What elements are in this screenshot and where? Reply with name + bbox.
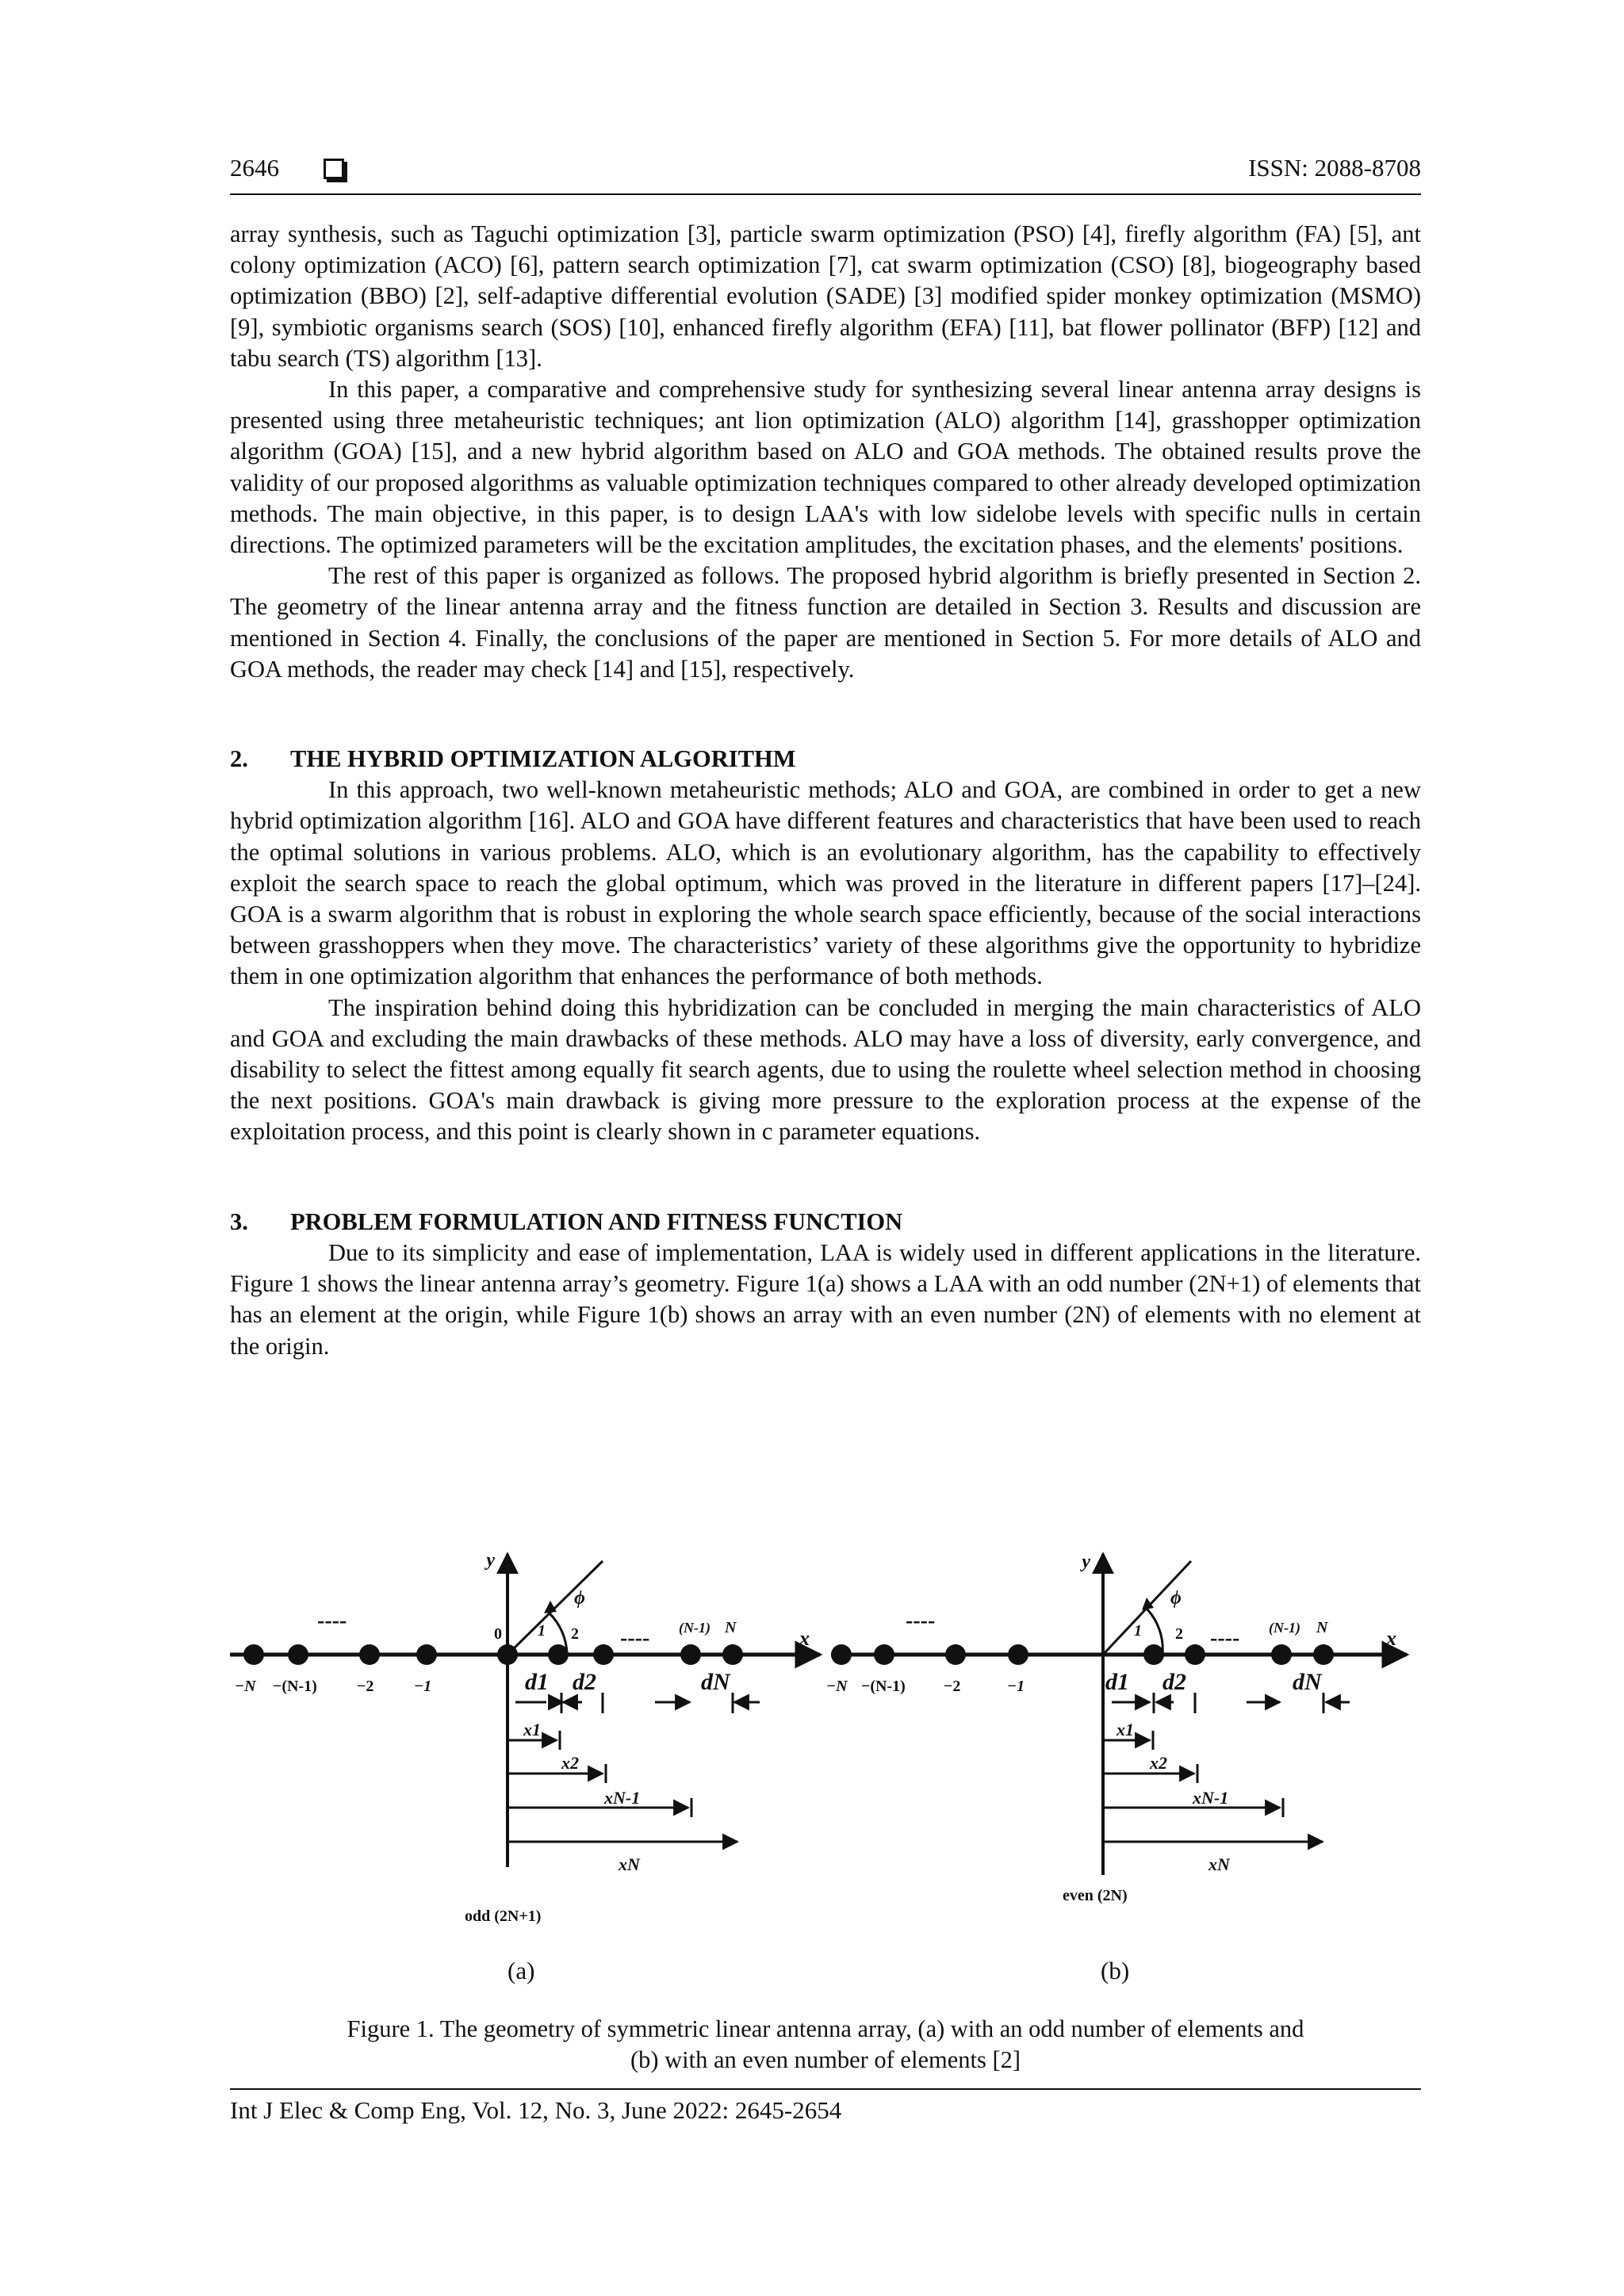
panel-b-element-label: 1 [1134, 1622, 1142, 1640]
caption-line-1: Figure 1. The geometry of symmetric linear antenna array, (a) with an odd number of elements and [347, 2015, 1304, 2042]
panel-b-dashes-left: ---- [906, 1609, 936, 1633]
section-2-heading [230, 744, 1421, 775]
panel-b-dashes-right: ---- [1210, 1626, 1240, 1651]
panel-b-position-label: xN-1 [1193, 1788, 1229, 1808]
page-footer: Int J Elec & Comp Eng, Vol. 12, No. 3, June 2022: 2645-2654 [230, 2096, 842, 2124]
panel-a-origin-label: 0 [494, 1625, 502, 1643]
section-2-number: 2. [230, 745, 248, 773]
section-3-number: 3. [230, 1207, 248, 1235]
panel-b-position-label: x1 [1116, 1720, 1134, 1739]
section-3-paragraph-1: Due to its simplicity and ease of implementation, LAA is widely used in different applications in the literature. Figure 1 shows the linear antenna array’s geometry. Figure 1(a) shows a LAA with an odd number (2N+1) of elements that has an element at the origin, while Figure 1(b) shows an array with an even number (2N) of elements with no element at the origin. [230, 1238, 1421, 1360]
panel-a-element [288, 1644, 308, 1665]
panel-a-element-label: 1 [538, 1622, 546, 1640]
panel-a-spacing-label: d2 [573, 1669, 596, 1695]
panel-b-spacing-label: dN [1293, 1669, 1322, 1695]
panel-a-dashes-right: ---- [620, 1626, 650, 1651]
panel-b-element-label: −1 [1007, 1678, 1025, 1695]
panel-b-element-label: −2 [944, 1678, 961, 1695]
paragraph-2: In this paper, a comparative and comprehensive study for synthesizing several linear antenna array designs is presented using three metaheuristic techniques; ant lion optimization (ALO) algorithm [14], grasshopper optimization algorithm (GOA) [15], and a new hybrid algorithm based on ALO and GOA methods. The obtained results prove the validity of our proposed algorithms as valuable optimization techniques compared to other already developed optimization methods. The main objective, in this paper, is to design LAA's with low sidelobe levels with specific nulls in certain directions. The optimized parameters will be the excitation amplitudes, the excitation phases, and the elements' positions. [230, 376, 1421, 559]
panel-b-element [831, 1644, 852, 1665]
panel-a-element-label: 2 [571, 1625, 579, 1643]
figure-1 [230, 1534, 1421, 1990]
panel-a-spacing-label: d1 [525, 1669, 549, 1695]
panel-b-element-label: 2 [1175, 1625, 1183, 1643]
panel-b-position-label: x2 [1150, 1753, 1167, 1773]
panel-a-position-label: xN-1 [604, 1788, 641, 1808]
panel-b-element-label: −(N-1) [861, 1678, 906, 1695]
panel-a-x-label: x [799, 1627, 810, 1650]
issn-label: ISSN: 2088-8708 [1248, 154, 1421, 182]
figure-1a-label: (a) [508, 1957, 535, 1984]
panel-b-case-label: even (2N) [1063, 1887, 1128, 1904]
panel-a-element [416, 1644, 437, 1665]
panel-b-element-label: −N [826, 1678, 848, 1695]
panel-b-x-label: x [1386, 1627, 1396, 1650]
page-header [230, 154, 1421, 193]
panel-a-element-label: N [725, 1619, 737, 1636]
paragraph-3: The rest of this paper is organized as follows. The proposed hybrid algorithm is briefly presented in Section 2. The geometry of the linear antenna array and the fitness function are detailed in Section 3. Results and discussion are mentioned in Section 4. Finally, the conclusions of the paper are mentioned in Section 5. For more details of ALO and GOA methods, the reader may check [14] and [15], respectively. [230, 562, 1421, 683]
panel-b-element [1313, 1644, 1334, 1665]
panel-a-position-label: xN [619, 1854, 640, 1874]
footer-rule [230, 2088, 1421, 2090]
body-text [230, 219, 1421, 1362]
figure-1-caption [230, 2014, 1421, 2076]
panel-b-position-arrows [1103, 1731, 1323, 1842]
panel-a-element [359, 1644, 380, 1665]
panel-a-spacing-arrows [515, 1693, 760, 1713]
panel-a-element [680, 1644, 701, 1665]
panel-b-diagram [826, 1552, 1407, 1904]
panel-a-spacing-label: dN [701, 1669, 730, 1695]
panel-b-element [1143, 1644, 1164, 1665]
panel-a-y-label: y [486, 1550, 495, 1571]
figure-1-drawing [230, 1534, 1421, 1990]
figure-1b-label: (b) [1101, 1957, 1130, 1984]
panel-b-angle-label: ϕ [1170, 1588, 1182, 1609]
panel-b-spacing-arrows [1103, 1693, 1350, 1713]
checkbox-ornament-icon [324, 159, 344, 179]
section-3-heading [230, 1207, 1421, 1238]
caption-line-2: (b) with an even number of elements [2] [630, 2046, 1021, 2073]
panel-a-position-arrows [508, 1731, 737, 1842]
panel-b-y-label: y [1082, 1552, 1090, 1572]
panel-a-element [593, 1644, 614, 1665]
panel-b-position-label: xN [1208, 1854, 1230, 1874]
panel-a-direction-line [508, 1561, 603, 1655]
panel-a-element [722, 1644, 743, 1665]
section-3-title: PROBLEM FORMULATION AND FITNESS FUNCTION [290, 1207, 903, 1235]
panel-a-position-label: x1 [523, 1720, 541, 1739]
panel-b-element [1271, 1644, 1292, 1665]
panel-a-element [497, 1644, 518, 1665]
panel-a-element [243, 1644, 264, 1665]
panel-b-element-label: N [1316, 1619, 1328, 1636]
panel-a-element-label: −N [235, 1678, 256, 1695]
panel-a-element-label: −2 [357, 1678, 374, 1695]
section-2-title: THE HYBRID OPTIMIZATION ALGORITHM [290, 745, 796, 773]
panel-b-spacing-label: d1 [1105, 1669, 1129, 1695]
panel-b-spacing-label: d2 [1162, 1669, 1186, 1695]
paragraph-1: array synthesis, such as Taguchi optimization [3], particle swarm optimization (PSO) [4], firefly algorithm (FA) [5], ant colony optimization (ACO) [6], pattern search optimization [7], cat swarm optimization (CSO) [8], biogeography based optimization (BBO) [2], self-adaptive differential evolution (SADE) [3] modified spider monkey optimization (MSMO) [9], symbiotic organisms search (SOS) [10], enhanced firefly algorithm (EFA) [11], bat flower pollinator (BFP) [12] and tabu search (TS) algorithm [13]. [230, 220, 1421, 372]
panel-a-element-label: (N-1) [679, 1620, 710, 1636]
panel-a-position-label: x2 [561, 1753, 579, 1773]
panel-a-angle-label: ϕ [574, 1588, 585, 1609]
panel-b-element [945, 1644, 966, 1665]
panel-a-element-label: −1 [414, 1678, 432, 1695]
panel-a-element [548, 1644, 569, 1665]
panel-a-element-label: −(N-1) [273, 1678, 317, 1695]
panel-a-dashes-left: ---- [317, 1609, 347, 1633]
section-2-paragraph-1: In this approach, two well-known metaheuristic methods; ALO and GOA, are combined in order to get a new hybrid optimization algorithm [16]. ALO and GOA have different features and characteristics that have been used to reach the optimal solutions in various problems. ALO, which is an evolutionary algorithm, has the capability to effectively exploit the search space to reach the global optimum, which was proved in the literature in different papers [17]–[24]. GOA is a swarm algorithm that is robust in exploring the whole search space efficiently, because of the social interactions between grasshoppers when they move. The characteristics’ variety of these algorithms give the opportunity to hybridize them in one optimization algorithm that enhances the performance of both methods. [230, 776, 1421, 990]
header-rule [230, 193, 1421, 195]
panel-b-element [1185, 1644, 1205, 1665]
section-2-paragraph-2: The inspiration behind doing this hybridization can be concluded in merging the main characteristics of ALO and GOA and excluding the main drawbacks of these methods. ALO may have a loss of diversity, early convergence, and disability to select the fittest among equally fit search agents, due to using the roulette wheel selection method in choosing the next positions. GOA's main drawback is giving more pressure to the exploration process at the expense of the exploitation process, and this point is clearly shown in c parameter equations. [230, 993, 1421, 1146]
panel-b-element [874, 1644, 894, 1665]
panel-a-diagram [230, 1550, 820, 1925]
panel-b-element-label: (N-1) [1269, 1620, 1300, 1636]
panel-b-element [1008, 1644, 1028, 1665]
page-number: 2646 [230, 154, 279, 182]
panel-a-case-label: odd (2N+1) [465, 1908, 542, 1925]
